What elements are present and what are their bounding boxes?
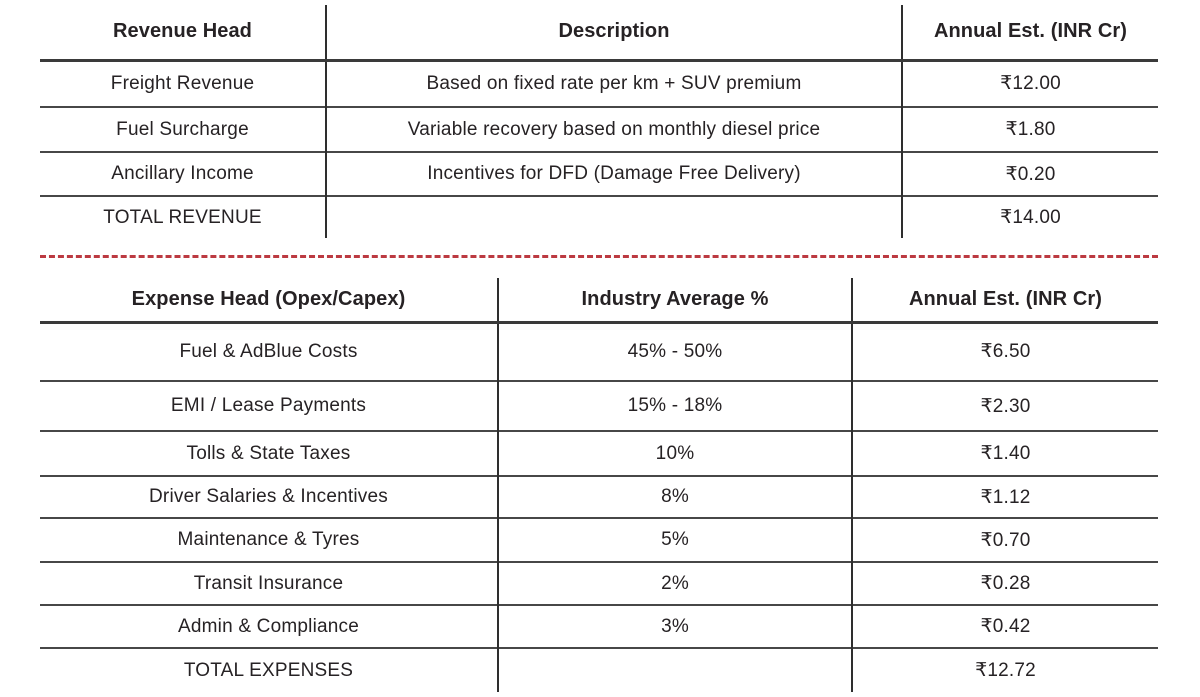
revenue-amount-cell: ₹0.20 bbox=[902, 152, 1158, 196]
table-row bbox=[40, 60, 1158, 107]
revenue-col-header-head: Revenue Head bbox=[112, 20, 253, 43]
expense-pct-cell: 10% bbox=[498, 431, 852, 476]
table-row bbox=[40, 322, 1158, 381]
revenue-total-label: TOTAL REVENUE bbox=[103, 206, 262, 228]
expense-total-row bbox=[40, 648, 1158, 692]
expense-head-cell: Tolls & State Taxes bbox=[186, 442, 351, 464]
expense-amount-cell: ₹0.42 bbox=[852, 605, 1158, 648]
expense-head-cell: Driver Salaries & Incentives bbox=[149, 486, 388, 507]
revenue-desc-cell: Based on fixed rate per km + SUV premium bbox=[326, 60, 902, 107]
revenue-head-cell: Fuel Surcharge bbox=[116, 118, 249, 140]
revenue-amount-cell: ₹12.00 bbox=[902, 60, 1158, 107]
expense-col-header-amount: Annual Est. (INR Cr) bbox=[852, 278, 1158, 322]
revenue-desc-cell: Variable recovery based on monthly diesel price bbox=[326, 107, 902, 152]
expense-pct-cell: 2% bbox=[498, 562, 852, 605]
revenue-amount-cell: ₹1.80 bbox=[902, 107, 1158, 152]
table-row bbox=[40, 107, 1158, 152]
revenue-total-amount: ₹14.00 bbox=[902, 196, 1158, 238]
table-row bbox=[40, 605, 1158, 648]
expense-pct-cell: 3% bbox=[498, 605, 852, 648]
expense-col-header-pct: Industry Average % bbox=[498, 278, 852, 322]
revenue-desc-cell: Incentives for DFD (Damage Free Delivery) bbox=[326, 152, 902, 196]
expense-header-row bbox=[40, 278, 1158, 322]
expense-pct-cell: 8% bbox=[498, 476, 852, 518]
expense-pct-cell: 45% - 50% bbox=[498, 322, 852, 381]
revenue-col-header-amount: Annual Est. (INR Cr) bbox=[902, 5, 1158, 60]
revenue-total-row bbox=[40, 196, 1158, 238]
expense-total-pct bbox=[498, 648, 852, 692]
expense-amount-cell: ₹2.30 bbox=[852, 381, 1158, 431]
expense-total-amount: ₹12.72 bbox=[852, 648, 1158, 692]
table-row bbox=[40, 562, 1158, 605]
revenue-head-cell: Freight Revenue bbox=[110, 72, 255, 94]
revenue-header-row bbox=[40, 5, 1158, 60]
table-row bbox=[40, 381, 1158, 431]
expense-amount-cell: ₹6.50 bbox=[852, 322, 1158, 381]
expense-amount-cell: ₹1.40 bbox=[852, 431, 1158, 476]
expense-head-cell: Transit Insurance bbox=[193, 572, 344, 594]
expense-table bbox=[40, 278, 1158, 692]
expense-head-cell: EMI / Lease Payments bbox=[170, 395, 367, 416]
section-divider-dashed bbox=[40, 255, 1158, 258]
expense-head-cell: Maintenance & Tyres bbox=[177, 529, 360, 550]
expense-pct-cell: 15% - 18% bbox=[498, 381, 852, 431]
table-row bbox=[40, 518, 1158, 562]
revenue-col-header-desc: Description bbox=[326, 5, 902, 60]
expense-amount-cell: ₹0.28 bbox=[852, 562, 1158, 605]
revenue-head-cell: Ancillary Income bbox=[111, 163, 254, 184]
expense-col-header-head: Expense Head (Opex/Capex) bbox=[131, 287, 406, 310]
table-row bbox=[40, 431, 1158, 476]
revenue-table bbox=[40, 5, 1158, 238]
expense-pct-cell: 5% bbox=[498, 518, 852, 562]
revenue-total-desc bbox=[326, 196, 902, 238]
table-row bbox=[40, 152, 1158, 196]
expense-amount-cell: ₹0.70 bbox=[852, 518, 1158, 562]
expense-head-cell: Admin & Compliance bbox=[177, 615, 359, 637]
expense-total-label: TOTAL EXPENSES bbox=[183, 659, 354, 681]
table-row bbox=[40, 476, 1158, 518]
expense-head-cell: Fuel & AdBlue Costs bbox=[179, 340, 358, 362]
expense-amount-cell: ₹1.12 bbox=[852, 476, 1158, 518]
